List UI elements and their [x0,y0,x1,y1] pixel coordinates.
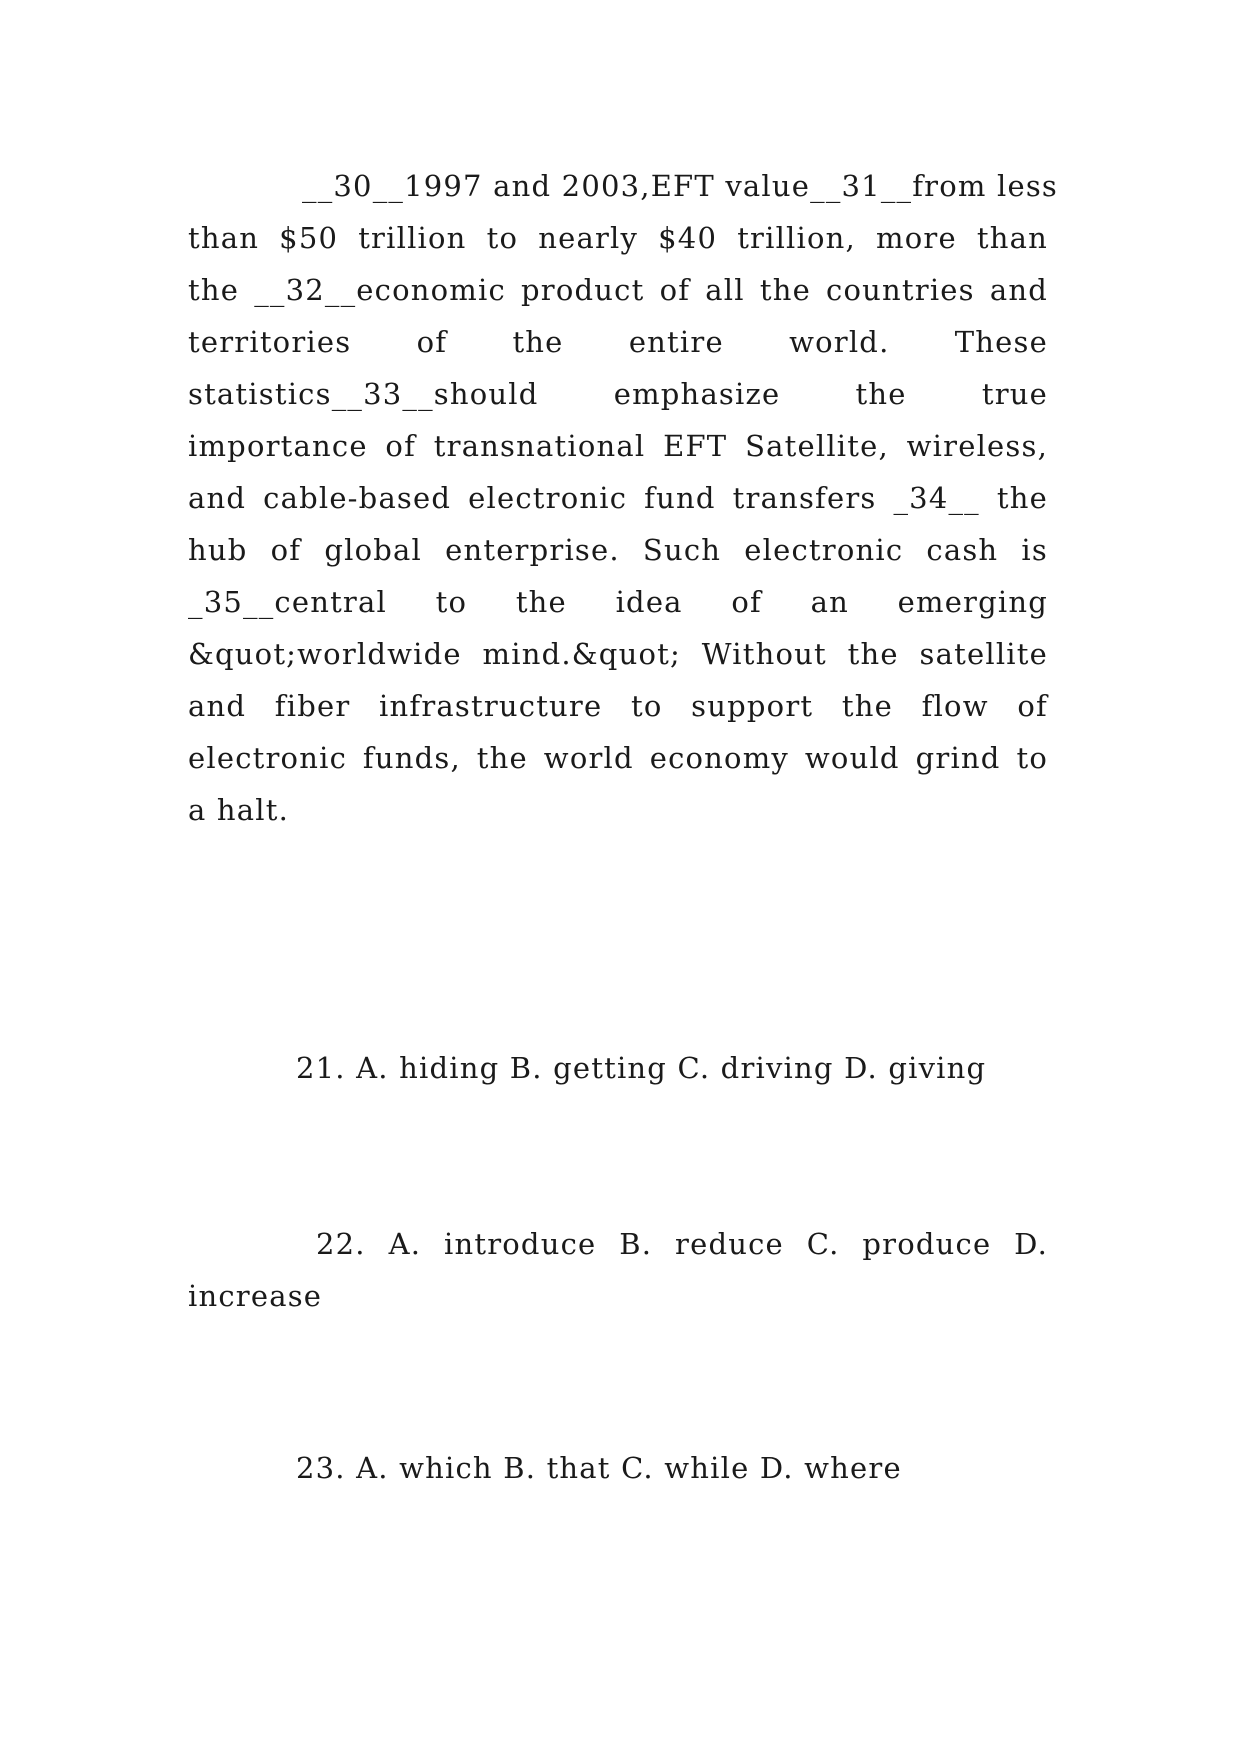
passage-line: the __32__economic product of all the countries and [188,273,1048,307]
question-options: 22. A. introduce B. reduce C. produce D. [316,1227,1048,1261]
passage-line: __30__1997 and 2003,EFT value__31__from less [302,169,1059,203]
passage-line: _35__central to the idea of an emerging [188,585,1048,619]
passage-line: a halt. [188,793,290,827]
passage-line: and cable-based electronic fund transfers _34__ the [188,481,1048,515]
question-options: 23. A. which B. that C. while D. where [296,1451,902,1485]
question-options-continued: increase [188,1279,323,1313]
passage-line: and fiber infrastructure to support the flow of [188,689,1048,723]
passage-line: electronic funds, the world economy would grind to [188,741,1048,775]
passage-line: &quot;worldwide mind.&quot; Without the satellite [188,637,1048,671]
question-options: 21. A. hiding B. getting C. driving D. giving [296,1051,987,1085]
passage-line: than $50 trillion to nearly $40 trillion, more than [188,221,1048,255]
passage-line: importance of transnational EFT Satellite, wireless, [188,429,1048,463]
passage-line: statistics__33__should emphasize the true [188,377,1048,411]
passage-line: territories of the entire world. These [188,325,1048,359]
passage-line: hub of global enterprise. Such electronic cash is [188,533,1048,567]
